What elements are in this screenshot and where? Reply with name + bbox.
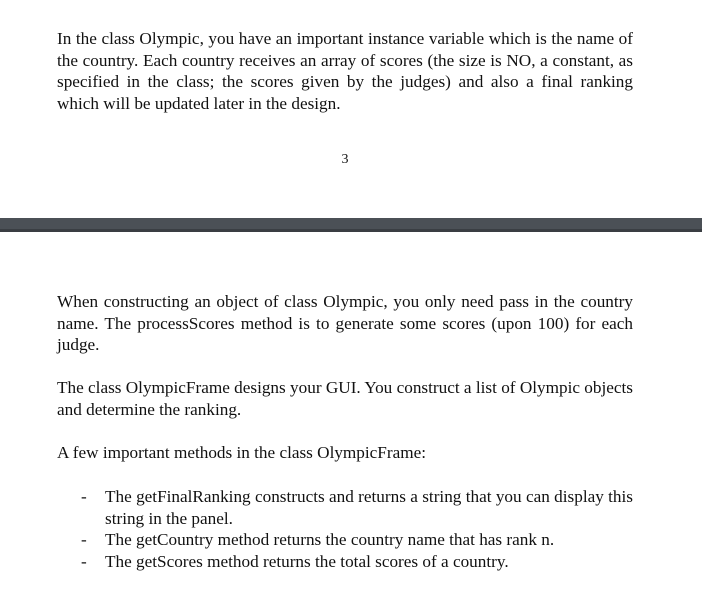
bullet-dash: -	[81, 487, 87, 506]
bullet-dash: -	[81, 530, 87, 550]
bullet-dash: -	[81, 551, 87, 571]
list-item	[57, 551, 633, 573]
constructor-paragraph: When constructing an object of class Olympic, you only need pass in the country name. The processScores method is to generate some scores (upon 100) for each judge.	[57, 292, 633, 355]
page-number: 3	[341, 152, 349, 167]
olympic-frame-paragraph: The class OlympicFrame designs your GUI. You construct a list of Olympic objects and determine the ranking.	[57, 378, 633, 419]
list-item-text: The getCountry method returns the country name that has rank n.	[105, 530, 555, 550]
list-item	[57, 486, 633, 529]
methods-list	[57, 486, 633, 572]
olympic-class-paragraph: In the class Olympic, you have an important instance variable which is the name of the country. Each country receives an array of scores (the size is NO, a constant, as specified in the class; the scores given by the judges) and also a final ranking which will be updated later in the design.	[57, 29, 633, 113]
list-item	[57, 529, 633, 551]
page-break-divider	[0, 218, 702, 232]
methods-intro-paragraph: A few important methods in the class OlympicFrame:	[57, 443, 426, 462]
list-item-text: The getFinalRanking constructs and returns a string that you can display this string in the panel.	[105, 487, 633, 528]
document-page-3	[0, 0, 702, 218]
list-item-text: The getScores method returns the total scores of a country.	[105, 551, 509, 571]
